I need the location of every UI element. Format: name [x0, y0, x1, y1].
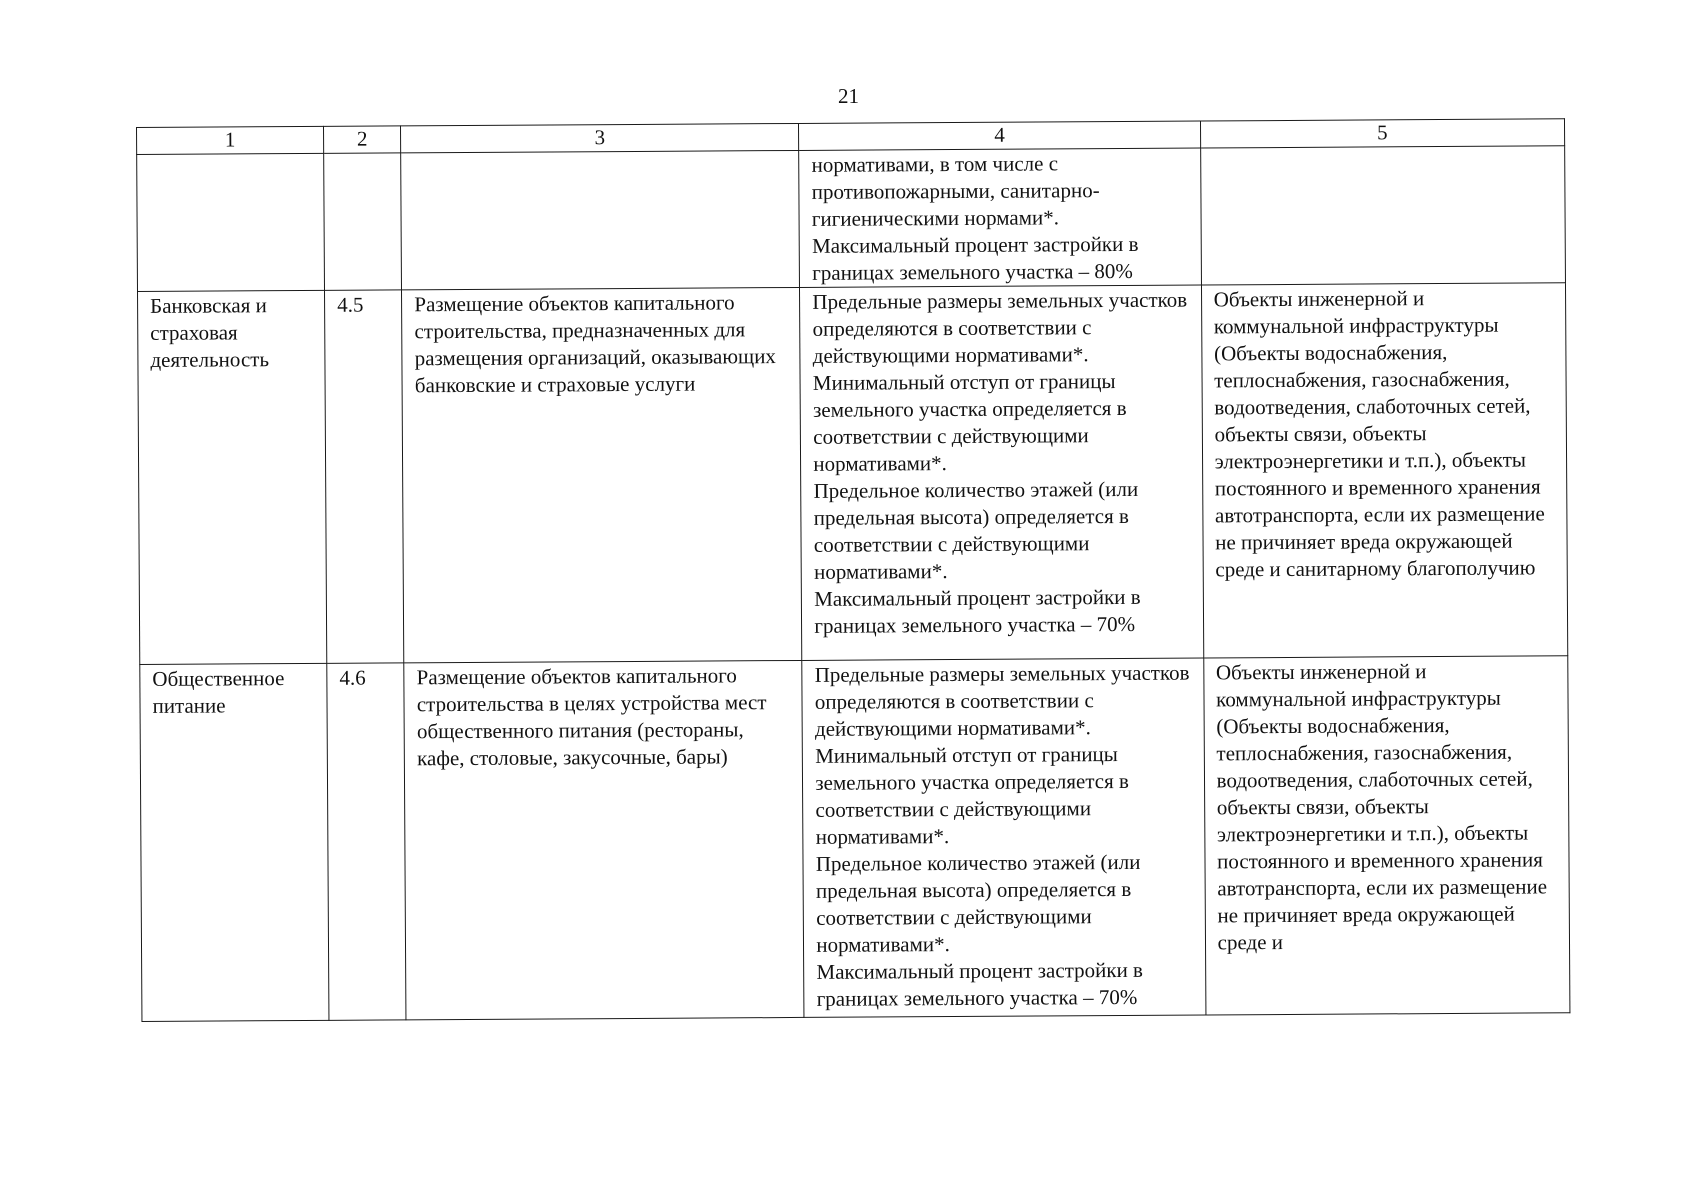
header-col-1: 1 [137, 126, 324, 154]
parameter-text: Максимальный процент застройки в границах земельного участка – 70% [814, 584, 1141, 638]
cell-auxiliary: Объекты инженерной и коммунальной инфраструктуры (Объекты водоснабжения, теплоснабжения, газоснабжения, водоотведения, слаботочных сетей, объекты связи, объекты электроэнергетики и т.п.), объекты постоянного и временного хранения автотранспорта, если их размещение не причиняет вреда окружающей среде и [1203, 656, 1570, 1015]
cell-code: 4.5 [325, 290, 404, 663]
cell-parameters [799, 148, 1201, 287]
header-col-2: 2 [324, 126, 401, 153]
parameter-text: Предельные размеры земельных участков определяются в соответствии с действующими нормативами*. [812, 287, 1188, 368]
parameter-text: Минимальный отступ от границы земельного участка определяется в соответствии с действующими нормативами*. [812, 369, 1127, 476]
land-use-table [136, 118, 1570, 1022]
cell-description: Размещение объектов капитального строительства, предназначенных для размещения организаций, оказывающих банковские и страховые услуги [402, 287, 802, 662]
parameter-text: Предельное количество этажей (или предельная высота) определяется в соответствии с действующими нормативами*. [813, 476, 1139, 584]
parameter-text: нормативами, в том числе с противопожарными, санитарно-гигиеническими нормами*. [811, 151, 1100, 231]
header-col-4: 4 [799, 121, 1200, 150]
parameter-text: Предельное количество этажей (или предельная высота) определяется в соответствии с действующими нормативами*. [815, 849, 1141, 957]
cell-description: Размещение объектов капитального строительства в целях устройства мест общественного питания (рестораны, кафе, столовые, закусочные, бары) [404, 660, 804, 1019]
table-row-catering [140, 656, 1570, 1022]
header-col-3: 3 [401, 123, 799, 152]
parameter-text: Максимальный процент застройки в границах земельного участка – 70% [816, 957, 1144, 1011]
cell-code [324, 153, 402, 290]
cell-auxiliary: Объекты инженерной и коммунальной инфраструктуры (Объекты водоснабжения, теплоснабжения, газоснабжения, водоотведения, слаботочных сетей, объекты связи, объекты электроэнергетики и т.п.), объекты постоянного и временного хранения автотранспорта, если их размещение не причиняет вреда окружающей среде и санитарному благополучию [1201, 283, 1568, 658]
cell-auxiliary [1200, 146, 1565, 285]
cell-name: Банковская и страховая деятельность [138, 290, 327, 664]
cell-description [401, 150, 800, 289]
table-row-banking [138, 283, 1568, 665]
parameter-text: Минимальный отступ от границы земельного участка определяется в соответствии с действующими нормативами*. [815, 742, 1129, 849]
cell-name: Общественное питание [140, 663, 329, 1021]
table-row-continuation [137, 146, 1566, 292]
header-col-5: 5 [1200, 119, 1565, 148]
cell-parameters [800, 285, 1204, 660]
parameter-text: Предельные размеры земельных участков определяются в соответствии с действующими нормативами*. [814, 660, 1190, 741]
parameter-text: Максимальный процент застройки в границах земельного участка – 80% [811, 231, 1139, 285]
page-number: 21 [838, 84, 859, 108]
cell-parameters [802, 658, 1205, 1017]
cell-name [137, 153, 325, 291]
cell-code: 4.6 [327, 663, 406, 1020]
